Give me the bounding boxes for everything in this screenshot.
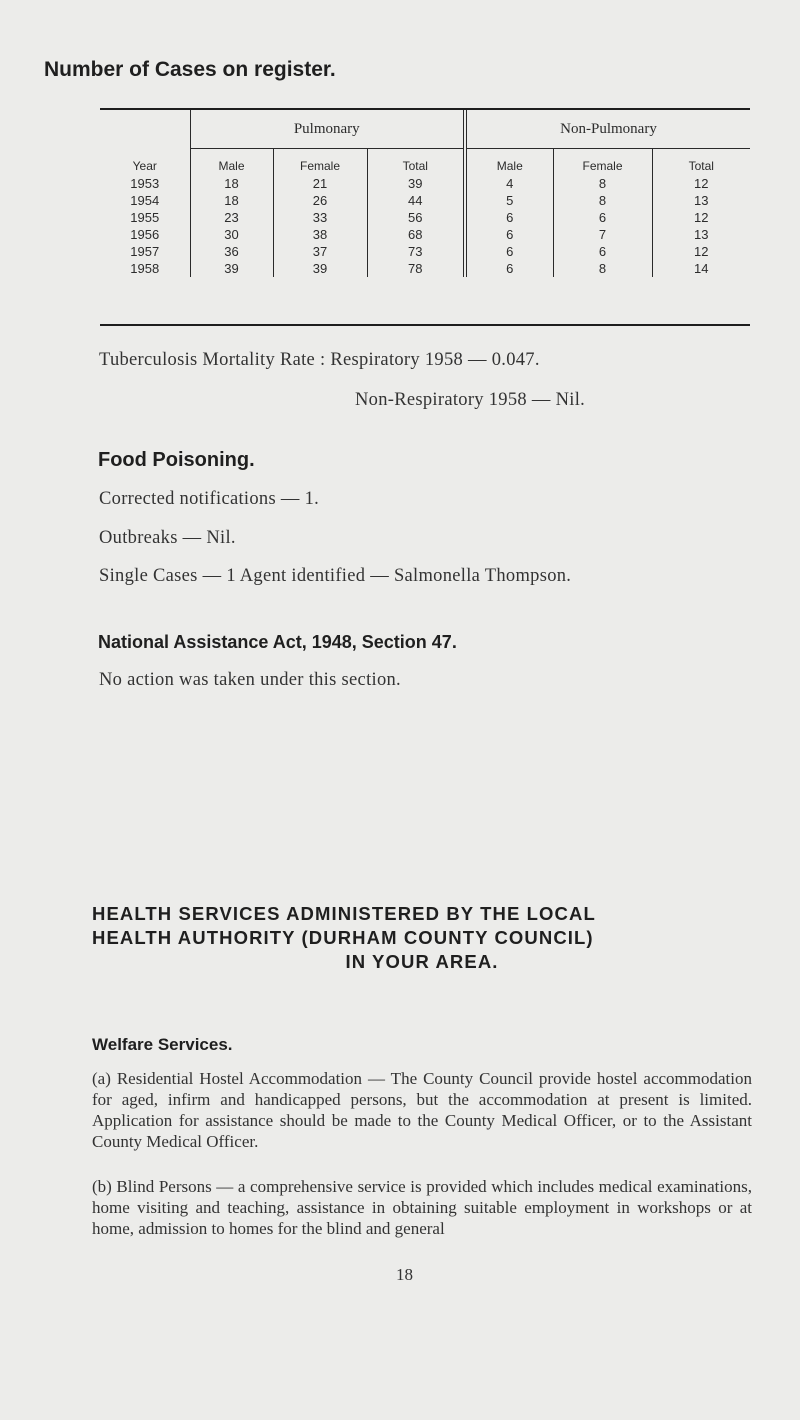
health-services-line-3: IN YOUR AREA. [345,951,499,972]
national-assistance-text: No action was taken under this section. [99,670,401,690]
table-row [100,243,750,260]
year-cell: 1957 [130,244,160,259]
table-cell: 12 [652,209,750,226]
year-cell: 1953 [130,176,160,191]
food-line-2: Outbreaks — Nil. [99,528,236,548]
table-cell: 6 [553,209,652,226]
food-line-1: Corrected notifications — 1. [99,489,320,509]
table-bottom-rule [100,324,750,326]
welfare-paragraph-a: (a) Residential Hostel Accommodation — The County Council provide hostel accommodation for aged, infirm and handicapped persons, but the accommodation at present is limited. Application for assistance should be made to the County Medical Officer, or to the Assistant County Medical Officer. [92,1069,752,1151]
health-services-line-2: HEALTH AUTHORITY (DURHAM COUNTY COUNCIL) [92,927,594,948]
year-header: Year [132,159,157,173]
table-cell: 37 [273,243,367,260]
table-row [100,209,750,226]
table-cell: 12 [652,243,750,260]
health-services-heading [92,902,752,974]
table-cell: 33 [273,209,367,226]
col-header: Total [367,149,465,176]
mortality-line-2: Non-Respiratory 1958 — Nil. [355,390,586,410]
table-cell: 18 [190,192,273,209]
table-cell: 6 [465,226,553,243]
welfare-paragraph-b: (b) Blind Persons — a comprehensive service is provided which includes medical examinations, home visiting and teaching, assistance in obtaining suitable employment in workshops or at home, admission to homes for the blind and general [92,1177,752,1238]
col-header: Total [652,149,750,176]
year-cell: 1956 [130,227,160,242]
col-header: Male [465,149,553,176]
table-cell: 4 [465,175,553,192]
food-line-3: Single Cases — 1 Agent identified — Salmonella Thompson. [99,566,572,586]
health-services-line-1: HEALTH SERVICES ADMINISTERED BY THE LOCAL [92,903,596,924]
non-pulmonary-header: Non-Pulmonary [465,110,750,149]
table-cell: 68 [367,226,465,243]
table-row [100,226,750,243]
table-cell: 23 [190,209,273,226]
welfare-heading: Welfare Services. [92,1035,233,1054]
table-row [100,260,750,277]
page-number: 18 [396,1265,413,1284]
year-cell: 1954 [130,193,160,208]
page-title: Number of Cases on register. [44,58,336,81]
table-cell: 56 [367,209,465,226]
national-assistance-heading: National Assistance Act, 1948, Section 47. [98,632,457,652]
table-cell: 8 [553,260,652,277]
table-cell: 39 [190,260,273,277]
year-cell: 1958 [130,261,160,276]
col-header: Male [190,149,273,176]
cases-register-table [100,108,750,328]
table-cell: 13 [652,226,750,243]
table-cell: 5 [465,192,553,209]
table-cell: 21 [273,175,367,192]
table-cell: 18 [190,175,273,192]
table-cell: 12 [652,175,750,192]
food-poisoning-heading: Food Poisoning. [98,449,255,471]
col-header: Female [273,149,367,176]
table-cell: 14 [652,260,750,277]
table-cell: 6 [465,260,553,277]
table-cell: 6 [465,209,553,226]
table-cell: 8 [553,192,652,209]
table-cell: 6 [465,243,553,260]
table-cell: 39 [273,260,367,277]
pulmonary-header: Pulmonary [190,110,465,149]
table-cell: 36 [190,243,273,260]
table-cell: 38 [273,226,367,243]
table-cell: 8 [553,175,652,192]
table-cell: 78 [367,260,465,277]
year-cell: 1955 [130,210,160,225]
table-cell: 39 [367,175,465,192]
table-cell: 26 [273,192,367,209]
mortality-line-1: Tuberculosis Mortality Rate : Respiratory 1958 — 0.047. [99,350,540,370]
table-cell: 30 [190,226,273,243]
table-row [100,175,750,192]
table-cell: 73 [367,243,465,260]
table-row [100,192,750,209]
table-cell: 44 [367,192,465,209]
col-header: Female [553,149,652,176]
table-cell: 6 [553,243,652,260]
table-cell: 7 [553,226,652,243]
table-cell: 13 [652,192,750,209]
